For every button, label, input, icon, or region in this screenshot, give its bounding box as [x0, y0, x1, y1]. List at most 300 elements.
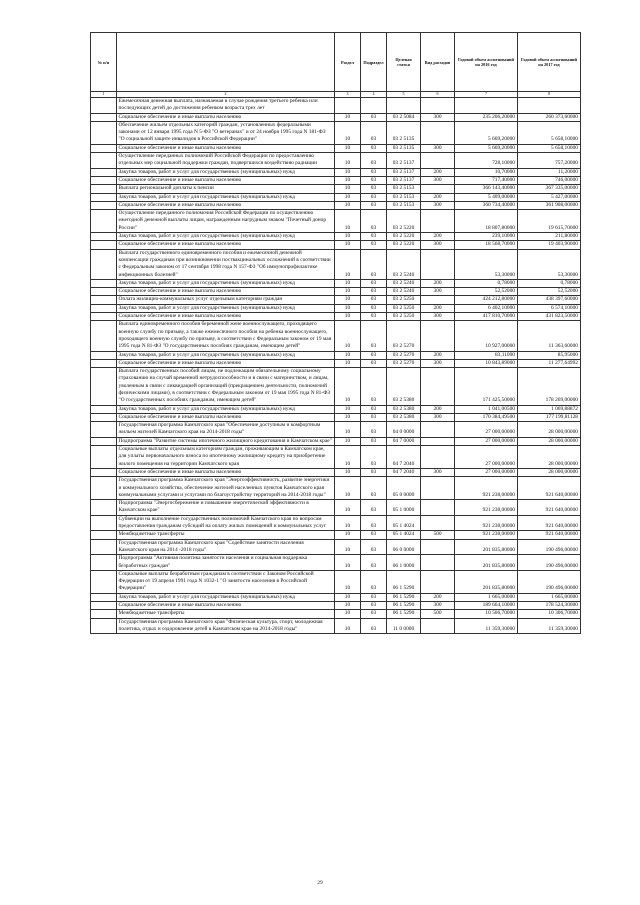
subsection-code: 03 — [361, 555, 387, 571]
expense-type-code: 300 — [421, 602, 455, 610]
num-cell — [91, 446, 117, 469]
section-code: 10 — [335, 168, 361, 176]
subsection-code: 03 — [361, 288, 387, 296]
amount-2016: 1 041,00500 — [455, 405, 518, 413]
num-cell — [91, 296, 117, 304]
amount-2016: 921 238,00000 — [455, 531, 518, 539]
amount-2016: 239,10000 — [455, 233, 518, 241]
budget-table — [90, 32, 581, 634]
table-row — [91, 515, 581, 531]
item-name: Закупка товаров, работ и услуг для государственных (муниципальных) нужд — [117, 304, 335, 312]
section-code: 10 — [335, 618, 361, 634]
item-name: Обеспечение жильем отдельных категорий граждан, установленных федеральными законами от 12 января 1995 года N 5-ФЗ "О ветеранах" и от 24 ноября 1995 года N 181-ФЗ "О социальной защите инвалидов в Российской Федерации" — [117, 121, 335, 144]
expense-type-code: 200 — [421, 279, 455, 287]
amount-2017: 190 496,00000 — [518, 570, 581, 593]
item-name: Закупка товаров, работ и услуг для государственных (муниципальных) нужд — [117, 193, 335, 201]
target-code: 03 2 5137 — [387, 153, 421, 169]
subsection-code: 03 — [361, 153, 387, 169]
table-row — [91, 233, 581, 241]
subsection-code: 03 — [361, 531, 387, 539]
target-code: 11 0 0000 — [387, 618, 421, 634]
subsection-code: 03 — [361, 313, 387, 321]
amount-2016: 27 000,00000 — [455, 437, 518, 445]
table-row — [91, 144, 581, 152]
expense-type-code: 200 — [421, 593, 455, 601]
expense-type-code — [421, 437, 455, 445]
expense-type-code: 200 — [421, 405, 455, 413]
item-name: Оплата жилищно-коммунальных услуг отдельным категориям граждан — [117, 296, 335, 304]
num-cell — [91, 249, 117, 279]
target-code: 06 1 5290 — [387, 602, 421, 610]
item-name: Подпрограмма "Развитие системы ипотечного жилищного кредитования в Камчатском крае" — [117, 437, 335, 445]
num-cell — [91, 313, 117, 321]
table-row — [91, 304, 581, 312]
target-code: 03 2 5380 — [387, 405, 421, 413]
expense-type-code: 300 — [421, 288, 455, 296]
amount-2016: 5 669,20000 — [455, 144, 518, 152]
amount-2016: 1 665,00000 — [455, 593, 518, 601]
section-code: 10 — [335, 413, 361, 421]
expense-type-code — [421, 368, 455, 405]
num-cell — [91, 201, 117, 209]
section-code: 10 — [335, 288, 361, 296]
amount-2016: 201 835,80000 — [455, 570, 518, 593]
table-row — [91, 446, 581, 469]
amount-2016: 52,52000 — [455, 288, 518, 296]
amount-2016: 53,30000 — [455, 249, 518, 279]
header-section: Раздел — [335, 33, 361, 92]
target-code: 03 2 5250 — [387, 304, 421, 312]
expense-type-code: 300 — [421, 359, 455, 367]
amount-2017: 178 269,00000 — [518, 368, 581, 405]
subsection-code: 03 — [361, 610, 387, 618]
table-row — [91, 351, 581, 359]
item-name: Выплата государственных пособий лицам, не подлежащим обязательному социальному страхованию на случай временной нетрудоспособности и в связи с материнством, и лицам, уволенным в связи с ликвидацией организаций (прекращением деятельности, полномочий физическими лицами), в соответствии с Федеральным законом от 19 мая 1995 года N 81-ФЗ "О государственных пособиях гражданам, имеющим детей" — [117, 368, 335, 405]
amount-2017: 28 000,00000 — [518, 422, 581, 438]
expense-type-code: 200 — [421, 351, 455, 359]
section-code: 10 — [335, 437, 361, 445]
amount-2017: 367 335,00000 — [518, 185, 581, 193]
num-cell — [91, 618, 117, 634]
target-code: 03 2 5135 — [387, 121, 421, 144]
amount-2016: 11 359,30000 — [455, 618, 518, 634]
section-code: 10 — [335, 531, 361, 539]
subsection-code: 03 — [361, 468, 387, 476]
table-row — [91, 405, 581, 413]
table-row — [91, 437, 581, 445]
item-name: Государственная программа Камчатского края "Содействие занятости населения Камчатского края на 2014 -2018 годы" — [117, 539, 335, 555]
num-cell — [91, 422, 117, 438]
expense-type-code: 200 — [421, 304, 455, 312]
num-cell — [91, 413, 117, 421]
item-name: Выплата государственного единовременного пособия и ежемесячной денежной компенсации гражданам при возникновении поствакцинальных осложнений в соответствии с Федеральным законом от 17 сентября 1998 года N 157-ФЗ "Об иммунопрофилактике инфекционных болезней" — [117, 249, 335, 279]
item-name: Социальное обеспечение и иные выплаты населению — [117, 359, 335, 367]
section-code: 10 — [335, 249, 361, 279]
table-header-row — [91, 33, 581, 92]
subsection-code: 03 — [361, 168, 387, 176]
table-row — [91, 570, 581, 593]
amount-2017: 28 000,00000 — [518, 437, 581, 445]
expense-type-code — [421, 422, 455, 438]
amount-2017: 11 277,64992 — [518, 359, 581, 367]
table-row — [91, 296, 581, 304]
num-cell — [91, 468, 117, 476]
target-code: 03 2 5240 — [387, 279, 421, 287]
amount-2016: 0,78000 — [455, 279, 518, 287]
num-cell — [91, 153, 117, 169]
header-target: Целевая статья — [387, 33, 421, 92]
table-row — [91, 477, 581, 500]
amount-2017: 5 427,00000 — [518, 193, 581, 201]
target-code: 06 1 5290 — [387, 593, 421, 601]
num-cell — [91, 279, 117, 287]
amount-2017: 28 000,00000 — [518, 446, 581, 469]
amount-2017: 52,52000 — [518, 288, 581, 296]
amount-2016: 83,11000 — [455, 351, 518, 359]
table-row — [91, 413, 581, 421]
section-code: 10 — [335, 602, 361, 610]
amount-2016: 235 206,20000 — [455, 113, 518, 121]
item-name: Социальное обеспечение и иные выплаты населению — [117, 176, 335, 184]
subsection-code: 03 — [361, 422, 387, 438]
table-row — [91, 468, 581, 476]
amount-2017: 10 306,70000 — [518, 610, 581, 618]
amount-2016: 201 835,80000 — [455, 555, 518, 571]
subsection-code: 03 — [361, 446, 387, 469]
section-code: 10 — [335, 422, 361, 438]
num-cell — [91, 539, 117, 555]
item-name: Социальное обеспечение и иные выплаты населению — [117, 602, 335, 610]
section-code: 10 — [335, 279, 361, 287]
amount-2017: 28 000,00000 — [518, 468, 581, 476]
amount-2016: 366 143,40000 — [455, 185, 518, 193]
amount-2017: 177 199,81128 — [518, 413, 581, 421]
amount-2016: 27 000,00000 — [455, 446, 518, 469]
subsection-code: 03 — [361, 570, 387, 593]
table-row — [91, 422, 581, 438]
section-code: 10 — [335, 570, 361, 593]
item-name: Социальное обеспечение и иные выплаты населению — [117, 201, 335, 209]
section-code: 10 — [335, 304, 361, 312]
subsection-code: 03 — [361, 321, 387, 351]
subsection-code: 03 — [361, 351, 387, 359]
section-code: 10 — [335, 241, 361, 249]
column-number: 2 — [117, 92, 335, 98]
num-cell — [91, 113, 117, 121]
item-name: Закупка товаров, работ и услуг для государственных (муниципальных) нужд — [117, 233, 335, 241]
target-code — [387, 98, 421, 114]
subsection-code: 03 — [361, 359, 387, 367]
expense-type-code — [421, 98, 455, 114]
amount-2017: 757,20000 — [518, 153, 581, 169]
item-name: Социальное обеспечение и иные выплаты населению — [117, 113, 335, 121]
item-name: Закупка товаров, работ и услуг для государственных (муниципальных) нужд — [117, 351, 335, 359]
target-code: 03 2 5380 — [387, 368, 421, 405]
section-code: 10 — [335, 446, 361, 469]
expense-type-code: 200 — [421, 233, 455, 241]
target-code: 03 2 5240 — [387, 249, 421, 279]
section-code: 10 — [335, 210, 361, 233]
expense-type-code — [421, 185, 455, 193]
section-code: 10 — [335, 610, 361, 618]
subsection-code: 03 — [361, 618, 387, 634]
amount-2016: 170 384,49500 — [455, 413, 518, 421]
amount-2017: 921 640,00000 — [518, 531, 581, 539]
item-name: Закупка товаров, работ и услуг для государственных (муниципальных) нужд — [117, 279, 335, 287]
section-code: 10 — [335, 368, 361, 405]
table-row — [91, 531, 581, 539]
target-code: 03 2 5240 — [387, 288, 421, 296]
expense-type-code: 300 — [421, 313, 455, 321]
expense-type-code — [421, 210, 455, 233]
item-name: Социальное обеспечение и иные выплаты населению — [117, 288, 335, 296]
expense-type-code: 300 — [421, 413, 455, 421]
amount-2017: 431 823,50000 — [518, 313, 581, 321]
amount-2017: 1 069,88872 — [518, 405, 581, 413]
section-code: 10 — [335, 193, 361, 201]
amount-2016: 189 664,10000 — [455, 602, 518, 610]
section-code: 10 — [335, 313, 361, 321]
expense-type-code — [421, 515, 455, 531]
item-name: Государственная программа Камчатского края "Энергоэффективность, развитие энергетики и коммунального хозяйства, обеспечение жителей населенных пунктов Камчатского края коммунальными услугами и услугами по благоустройству территорий на 2014-2018 годы" — [117, 477, 335, 500]
target-code: 06 1 5290 — [387, 610, 421, 618]
target-code: 03 2 5153 — [387, 193, 421, 201]
num-cell — [91, 515, 117, 531]
table-row — [91, 210, 581, 233]
column-number: 8 — [518, 92, 581, 98]
target-code: 03 2 5220 — [387, 233, 421, 241]
expense-type-code — [421, 570, 455, 593]
column-number: 5 — [387, 92, 421, 98]
amount-2017: 190 496,00000 — [518, 539, 581, 555]
amount-2017: 438 397,60000 — [518, 296, 581, 304]
target-code: 05 1 0000 — [387, 500, 421, 516]
amount-2016: 5 409,00000 — [455, 193, 518, 201]
item-name: Межбюджетные трансферты — [117, 531, 335, 539]
subsection-code: 03 — [361, 405, 387, 413]
num-cell — [91, 210, 117, 233]
amount-2016: 10 843,89000 — [455, 359, 518, 367]
amount-2017: 178 524,30000 — [518, 602, 581, 610]
target-code: 03 2 5084 — [387, 113, 421, 121]
expense-type-code — [421, 477, 455, 500]
target-code: 05 1 4024 — [387, 531, 421, 539]
subsection-code: 03 — [361, 201, 387, 209]
target-code: 04 7 2040 — [387, 446, 421, 469]
item-name: Социальное обеспечение и иные выплаты населению — [117, 144, 335, 152]
item-name: Социальное обеспечение и иные выплаты населению — [117, 413, 335, 421]
section-code: 10 — [335, 113, 361, 121]
table-row — [91, 313, 581, 321]
expense-type-code — [421, 618, 455, 634]
target-code: 04 7 2040 — [387, 468, 421, 476]
amount-2016: 717,40000 — [455, 176, 518, 184]
target-code: 06 1 0000 — [387, 555, 421, 571]
amount-2016 — [455, 98, 518, 114]
table-row — [91, 201, 581, 209]
header-name — [117, 33, 335, 92]
column-number: 3 — [335, 92, 361, 98]
item-name: Государственная программа Камчатского края "Физическая культура, спорт, молодежная политика, отдых и оздоровление детей в Камчатском крае на 2014-2018 годы" — [117, 618, 335, 634]
item-name: Социальное обеспечение и иные выплаты населению — [117, 313, 335, 321]
expense-type-code: 200 — [421, 168, 455, 176]
section-code — [335, 98, 361, 114]
table-row — [91, 500, 581, 516]
num-cell — [91, 321, 117, 351]
amount-2016: 6 402,10000 — [455, 304, 518, 312]
column-number: 4 — [361, 92, 387, 98]
amount-2017: 6 574,10000 — [518, 304, 581, 312]
table-row — [91, 168, 581, 176]
num-cell — [91, 531, 117, 539]
item-name: Социальное обеспечение и иные выплаты населению — [117, 241, 335, 249]
section-code: 10 — [335, 233, 361, 241]
num-cell — [91, 610, 117, 618]
target-code: 03 2 5153 — [387, 201, 421, 209]
item-name: Выплата региональной доплаты к пенсии — [117, 185, 335, 193]
amount-2016: 18 807,80000 — [455, 210, 518, 233]
expense-type-code: 500 — [421, 531, 455, 539]
target-code: 03 2 5270 — [387, 321, 421, 351]
table-row — [91, 618, 581, 634]
subsection-code: 03 — [361, 144, 387, 152]
expense-type-code — [421, 555, 455, 571]
expense-type-code: 300 — [421, 201, 455, 209]
amount-2016: 5 669,20000 — [455, 121, 518, 144]
amount-2016: 921 238,00000 — [455, 515, 518, 531]
amount-2016: 921 238,00000 — [455, 477, 518, 500]
num-cell — [91, 304, 117, 312]
expense-type-code: 500 — [421, 610, 455, 618]
header-expense-type: Вид расходов — [421, 33, 455, 92]
item-name: Подпрограмма "Энергосбережение и повышение энергетической эффективности в Камчатском крае" — [117, 500, 335, 516]
expense-type-code — [421, 296, 455, 304]
table-row — [91, 288, 581, 296]
item-name: Межбюджетные трансферты — [117, 610, 335, 618]
num-cell — [91, 593, 117, 601]
amount-2016: 27 000,00000 — [455, 422, 518, 438]
num-cell — [91, 359, 117, 367]
amount-2017: 921 640,00000 — [518, 500, 581, 516]
amount-2017: 0,78000 — [518, 279, 581, 287]
amount-2017: 211,80000 — [518, 233, 581, 241]
amount-2017: 53,30000 — [518, 249, 581, 279]
amount-2017 — [518, 98, 581, 114]
target-code: 04 7 0000 — [387, 437, 421, 445]
table-row — [91, 279, 581, 287]
target-code: 05 0 0000 — [387, 477, 421, 500]
num-cell — [91, 185, 117, 193]
expense-type-code: 300 — [421, 113, 455, 121]
expense-type-code — [421, 500, 455, 516]
section-code: 10 — [335, 176, 361, 184]
item-name: Закупка товаров, работ и услуг для государственных (муниципальных) нужд — [117, 168, 335, 176]
target-code: 03 2 5153 — [387, 185, 421, 193]
item-name: Подпрограмма "Активная политика занятости населения и социальная поддержка безработных граждан" — [117, 555, 335, 571]
table-row — [91, 610, 581, 618]
num-cell — [91, 193, 117, 201]
section-code: 10 — [335, 359, 361, 367]
target-code: 03 2 5270 — [387, 359, 421, 367]
num-cell — [91, 477, 117, 500]
table-row — [91, 153, 581, 169]
item-name: Субвенции на выполнение государственных полномочий Камчатского края по вопросам предоставления гражданам субсидий на оплату жилых помещений и коммунальных услуг — [117, 515, 335, 531]
header-vol2016: Годовой объем ассигнований на 2016 год — [455, 33, 518, 92]
subsection-code: 03 — [361, 593, 387, 601]
table-row — [91, 98, 581, 114]
amount-2017: 11,20000 — [518, 168, 581, 176]
section-code: 10 — [335, 201, 361, 209]
subsection-code: 03 — [361, 121, 387, 144]
target-code: 05 1 4024 — [387, 515, 421, 531]
amount-2016: 10,70000 — [455, 168, 518, 176]
amount-2017: 746,00000 — [518, 176, 581, 184]
table-row — [91, 359, 581, 367]
num-cell — [91, 555, 117, 571]
num-cell — [91, 368, 117, 405]
num-cell — [91, 437, 117, 445]
subsection-code — [361, 98, 387, 114]
target-code: 03 2 5220 — [387, 210, 421, 233]
expense-type-code — [421, 249, 455, 279]
section-code: 10 — [335, 405, 361, 413]
amount-2017: 5 658,10000 — [518, 144, 581, 152]
subsection-code: 03 — [361, 539, 387, 555]
subsection-code: 03 — [361, 602, 387, 610]
amount-2017: 19 403,90000 — [518, 241, 581, 249]
subsection-code: 03 — [361, 413, 387, 421]
amount-2016: 728,10000 — [455, 153, 518, 169]
header-num: № п/п — [91, 33, 117, 92]
subsection-code: 03 — [361, 279, 387, 287]
table-row — [91, 321, 581, 351]
target-code: 03 2 5137 — [387, 176, 421, 184]
num-cell — [91, 168, 117, 176]
num-cell — [91, 405, 117, 413]
expense-type-code: 300 — [421, 144, 455, 152]
expense-type-code: 300 — [421, 468, 455, 476]
num-cell — [91, 233, 117, 241]
expense-type-code: 200 — [421, 193, 455, 201]
amount-2016: 18 568,70000 — [455, 241, 518, 249]
target-code: 06 0 0000 — [387, 539, 421, 555]
subsection-code: 03 — [361, 296, 387, 304]
expense-type-code: 300 — [421, 241, 455, 249]
section-code: 10 — [335, 144, 361, 152]
target-code: 04 0 0000 — [387, 422, 421, 438]
num-cell — [91, 570, 117, 593]
table-row — [91, 249, 581, 279]
section-code: 10 — [335, 477, 361, 500]
num-cell — [91, 602, 117, 610]
subsection-code: 03 — [361, 304, 387, 312]
section-code: 10 — [335, 515, 361, 531]
item-name: Социальное обеспечение и иные выплаты населению — [117, 468, 335, 476]
subsection-code: 03 — [361, 193, 387, 201]
section-code: 10 — [335, 555, 361, 571]
subsection-code: 03 — [361, 249, 387, 279]
item-name: Закупка товаров, работ и услуг для государственных (муниципальных) нужд — [117, 405, 335, 413]
amount-2017: 85,95000 — [518, 351, 581, 359]
section-code: 10 — [335, 296, 361, 304]
table-row — [91, 176, 581, 184]
amount-2017: 921 640,00000 — [518, 515, 581, 531]
amount-2017: 361 908,00000 — [518, 201, 581, 209]
section-code: 10 — [335, 321, 361, 351]
subsection-code: 03 — [361, 210, 387, 233]
amount-2017: 11 363,60000 — [518, 321, 581, 351]
amount-2017: 5 658,10000 — [518, 121, 581, 144]
